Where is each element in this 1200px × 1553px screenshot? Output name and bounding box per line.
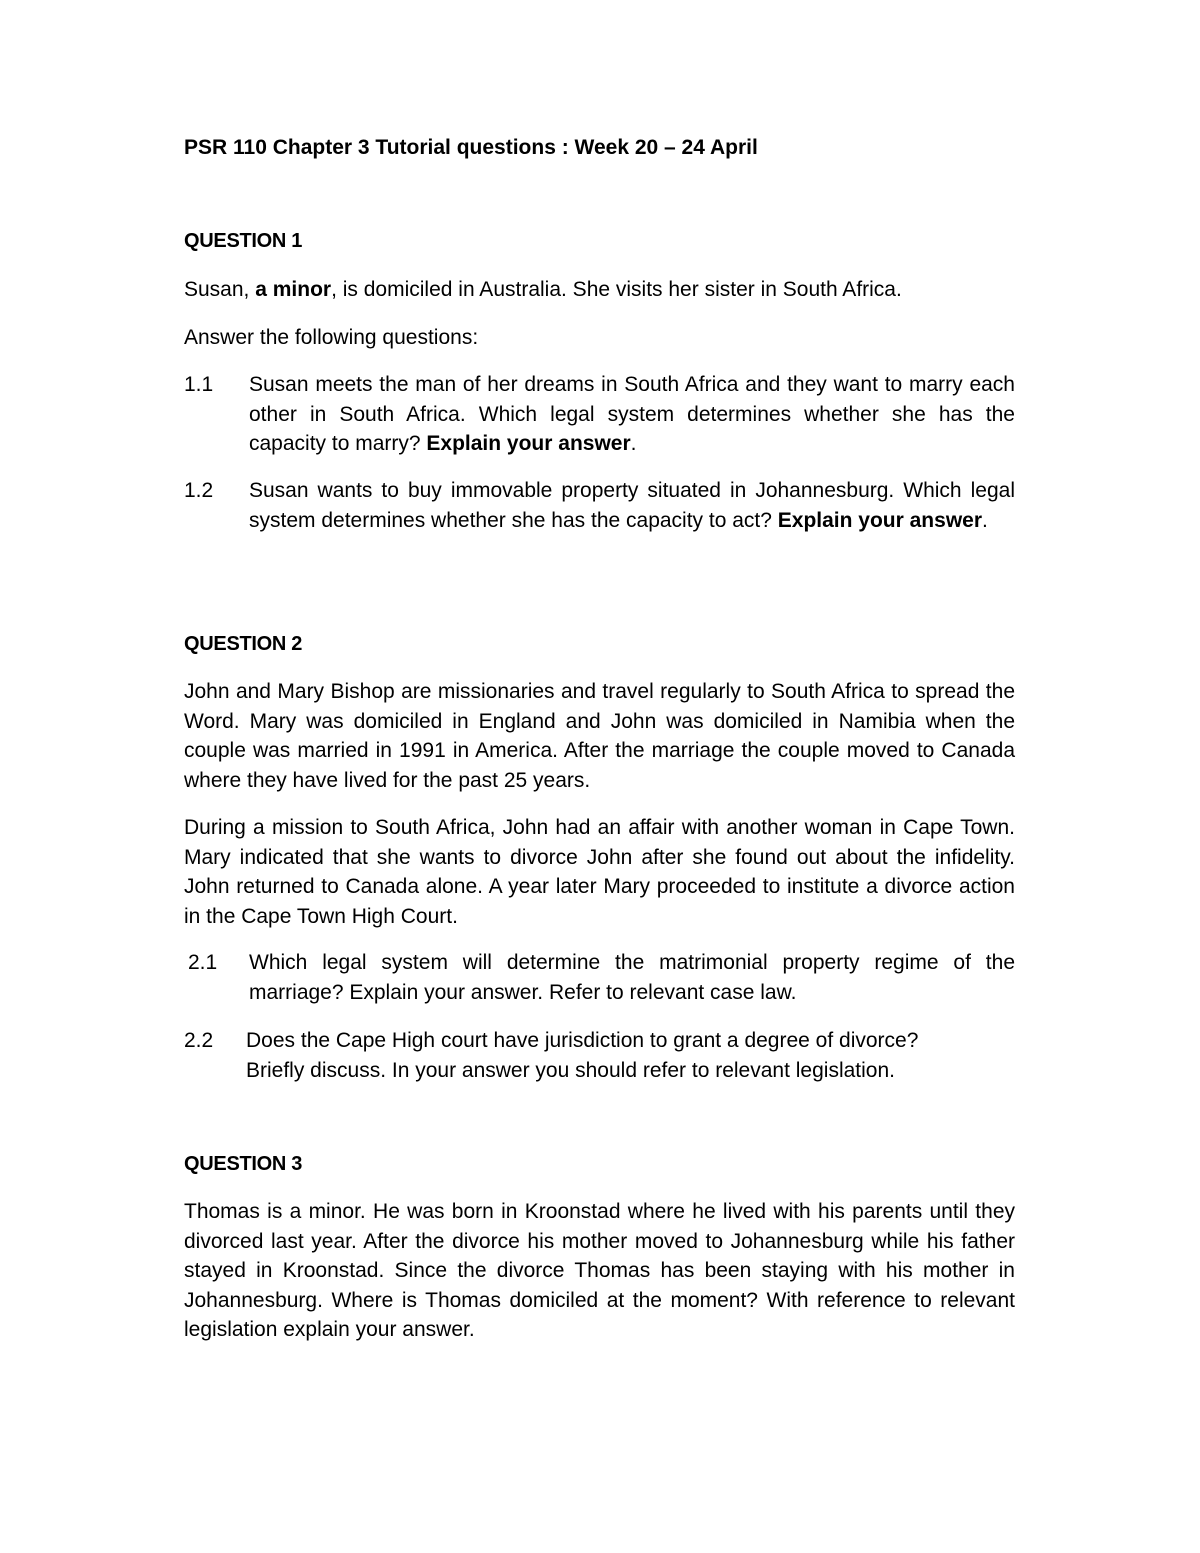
item-body: Susan wants to buy immovable property situated in Johannesburg. Which legal system determines whether she has the capacity to act? <box>249 479 1015 532</box>
question-2-paragraph-2: During a mission to South Africa, John had an affair with another woman in Cape Town. Mary indicated that she wants to divorce John after she found out about the infidelity. John returned to Canada alone. A year later Mary proceeded to institute a divorce action in the Cape Town High Court. <box>184 816 1015 928</box>
item-number: 1.1 <box>184 373 214 396</box>
item-number: 2.2 <box>184 1029 214 1052</box>
item-bold-text: Explain your answer <box>777 508 983 532</box>
item-body: Susan meets the man of her dreams in South Africa and they want to marry each other in South Africa. Which legal system determines whether she has the capacity to marry? <box>249 373 1015 455</box>
item-end: . <box>982 508 988 532</box>
intro-text: Susan, <box>184 278 256 301</box>
item-text <box>249 476 1015 535</box>
item-line-1: Does the Cape High court have jurisdiction to grant a degree of divorce? <box>246 1029 919 1052</box>
question-1-heading: QUESTION 1 <box>184 230 303 252</box>
question-3-heading: QUESTION 3 <box>184 1153 303 1175</box>
question-3-paragraph: Thomas is a minor. He was born in Kroonstad where he lived with his parents until they divorced last year. After the divorce his mother moved to Johannesburg while his father stayed in Kroonstad. Since the divorce Thomas has been staying with his mother in Johannesburg. Where is Thomas domiciled at the moment? With reference to relevant legislation explain your answer. <box>184 1200 1015 1341</box>
page-title: PSR 110 Chapter 3 Tutorial questions : Week 20 – 24 April <box>184 136 758 159</box>
question-2-paragraph-1: John and Mary Bishop are missionaries and travel regularly to South Africa to spread the Word. Mary was domiciled in England and John was domiciled in Namibia when the couple was married in 1991 in America. After the marriage the couple moved to Canada where they have lived for the past 25 years. <box>184 680 1015 792</box>
item-text: Which legal system will determine the matrimonial property regime of the marriage? Explain your answer. Refer to relevant case law. <box>249 951 1015 1004</box>
question-2-heading: QUESTION 2 <box>184 633 303 655</box>
intro-text-end: , is domiciled in Australia. She visits her sister in South Africa. <box>331 278 902 301</box>
item-number: 1.2 <box>184 479 214 502</box>
item-text <box>249 370 1015 459</box>
item-end: . <box>630 432 637 455</box>
item-number: 2.1 <box>188 951 218 974</box>
question-1-instruction: Answer the following questions: <box>184 326 479 349</box>
intro-bold-text: a minor <box>255 278 332 301</box>
question-1-intro <box>184 275 1015 305</box>
item-text <box>246 1026 1012 1085</box>
item-bold-text: Explain your answer <box>426 432 631 455</box>
item-line-2: Briefly discuss. In your answer you should refer to relevant legislation. <box>246 1058 895 1082</box>
